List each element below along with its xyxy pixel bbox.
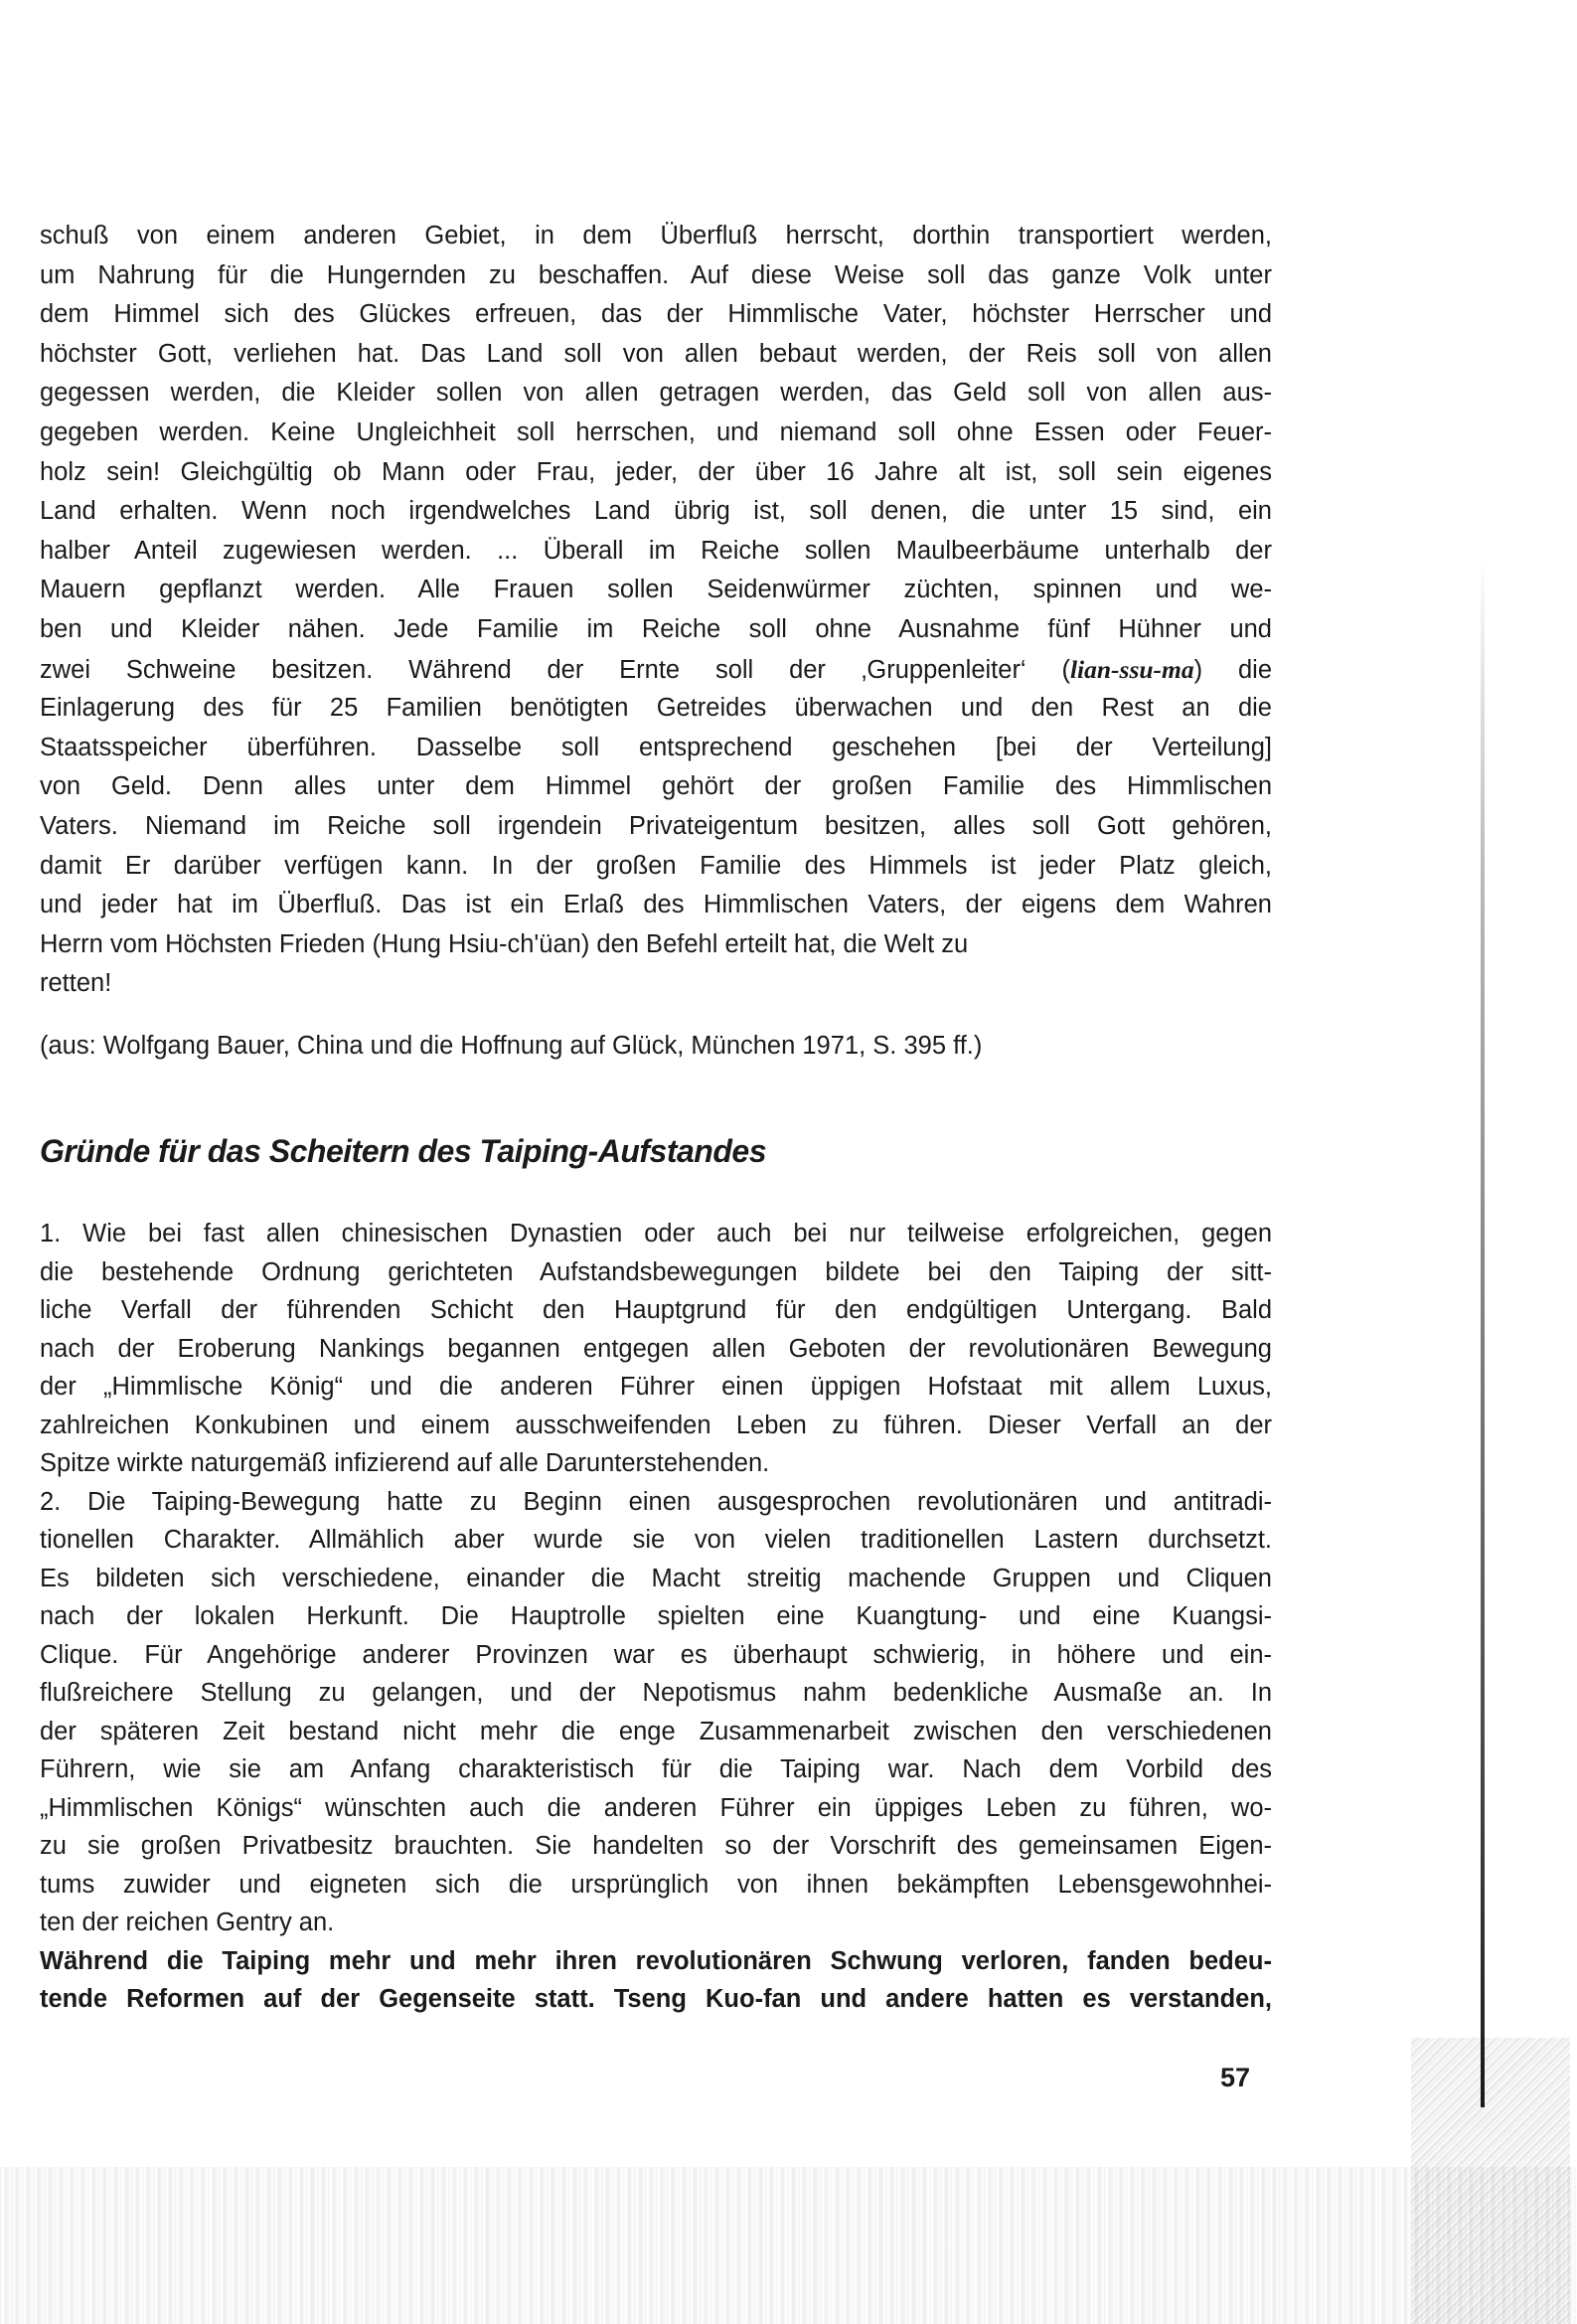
romanized-term: lian-ssu-ma [1069, 654, 1194, 684]
text-line: ten der reichen Gentry an. [40, 1909, 335, 1936]
text-line: schuß von einem anderen Gebiet, in dem Überfluß herrscht, dorthin transportiert werden, [40, 222, 1272, 249]
text-line: Herrn vom Höchsten Frieden (Hung Hsiu-ch'üan) den Befehl erteilt hat, die Welt zu [40, 929, 969, 958]
text-line: ben und Kleider nähen. Jede Familie im Reiche soll ohne Ausnahme fünf Hühner und [40, 614, 1272, 643]
text-line: Es bildeten sich verschiedene, einander die Macht streitig machende Gruppen und Cliquen [40, 1564, 1272, 1592]
text-line: Land erhalten. Wenn noch irgendwelches Land übrig ist, soll denen, die unter 15 sind, ein [40, 497, 1272, 526]
text-line: die bestehende Ordnung gerichteten Aufstandsbewegungen bildete bei den Taiping der sitt- [40, 1257, 1272, 1286]
text-line: 2. Die Taiping-Bewegung hatte zu Beginn einen ausgesprochen revolutionären und antitradi- [40, 1487, 1272, 1516]
text-line: Spitze wirkte naturgemäß infizierend auf alle Darunterstehenden. [40, 1449, 770, 1477]
text-line: retten! [40, 969, 112, 998]
text-line: nach der Eroberung Nankings begannen entgegen allen Geboten der revolutionären Bewegung [40, 1334, 1272, 1363]
text-line: „Himmlischen Königs“ wünschten auch die anderen Führer ein üppiges Leben zu führen, wo- [40, 1793, 1272, 1822]
scan-noise-corner [1411, 2038, 1570, 2324]
text-line: Einlagerung des für 25 Familien benötigten Getreides überwachen und den Rest an die [40, 694, 1272, 723]
text-line: Führern, wie sie am Anfang charakteristisch für die Taiping war. Nach dem Vorbild des [40, 1755, 1272, 1783]
text-line: flußreichere Stellung zu gelangen, und der Nepotismus nahm bedenkliche Ausmaße an. In [40, 1679, 1272, 1707]
scan-margin-artifact [1481, 557, 1485, 2107]
text-line: gegessen werden, die Kleider sollen von allen getragen werden, das Geld soll von allen aus- [40, 379, 1272, 408]
text-line: der späteren Zeit bestand nicht mehr die enge Zusammenarbeit zwischen den verschiedenen [40, 1717, 1272, 1745]
text-line: von Geld. Denn alles unter dem Himmel gehört der großen Familie des Himmlischen [40, 772, 1272, 801]
text-line: damit Er darüber verfügen kann. In der großen Familie des Himmels ist jeder Platz gleich, [40, 851, 1272, 880]
text-line: 1. Wie bei fast allen chinesischen Dynastien oder auch bei nur teilweise erfolgreichen, gegen [40, 1220, 1272, 1247]
text-line: höchster Gott, verliehen hat. Das Land soll von allen bebaut werden, der Reis soll von allen [40, 339, 1272, 368]
text-line: Clique. Für Angehörige anderer Provinzen war es überhaupt schwierig, in höhere und ein- [40, 1640, 1272, 1669]
text-line: liche Verfall der führenden Schicht den Hauptgrund für den endgültigen Untergang. Bald [40, 1296, 1272, 1324]
text-line: gegeben werden. Keine Ungleichheit soll herrschen, und niemand soll ohne Essen oder Feuer- [40, 417, 1272, 446]
text-line: zahlreichen Konkubinen und einem ausschweifenden Leben zu führen. Dieser Verfall an der [40, 1411, 1272, 1439]
text-line: der „Himmlische König“ und die anderen Führer einen üppigen Hofstaat mit allem Luxus, [40, 1373, 1272, 1401]
text-line: tionellen Charakter. Allmählich aber wurde sie von vielen traditionellen Lastern durchsetzt. [40, 1526, 1272, 1554]
text-line: Vaters. Niemand im Reiche soll irgendein Privateigentum besitzen, alles soll Gott gehören, [40, 811, 1272, 840]
text-line: zu sie großen Privatbesitz brauchten. Sie handelten so der Vorschrift des gemeinsamen Eigen- [40, 1832, 1272, 1860]
page-number: 57 [1220, 2063, 1251, 2092]
text-line: dem Himmel sich des Glückes erfreuen, das der Himmlische Vater, höchster Herrscher und [40, 300, 1272, 329]
section-heading: Gründe für das Scheitern des Taiping-Aufstandes [40, 1133, 766, 1169]
text-line: halber Anteil zugewiesen werden. ... Überall im Reiche sollen Maulbeerbäume unterhalb der [40, 536, 1272, 565]
scan-noise-bottom [0, 2167, 1577, 2324]
text-line: tende Reformen auf der Gegenseite statt. Tseng Kuo-fan und andere hatten es verstanden, [40, 1985, 1272, 2013]
reasons-block [40, 1215, 1272, 2019]
text-line-with-term [40, 650, 1272, 690]
text-line: tums zuwider und eigneten sich die ursprünglich von ihnen bekämpften Lebensgewohnhei- [40, 1870, 1272, 1899]
text-line: nach der lokalen Herkunft. Die Hauptrolle spielten eine Kuangtung- und eine Kuangsi- [40, 1602, 1272, 1630]
text-line: Staatsspeicher überführen. Dasselbe soll entsprechend geschehen [bei der Verteilung] [40, 733, 1272, 761]
text-line: holz sein! Gleichgültig ob Mann oder Frau, jeder, der über 16 Jahre alt ist, soll sein eigenes [40, 457, 1272, 486]
quote-block [40, 217, 1272, 1004]
text-segment: zwei Schweine besitzen. Während der Ernte soll der ‚Gruppenleiter‘ ( [40, 655, 1070, 684]
text-line: Während die Taiping mehr und mehr ihren revolutionären Schwung verloren, fanden bedeu- [40, 1946, 1272, 1975]
text-line: und jeder hat im Überfluß. Das ist ein Erlaß des Himmlischen Vaters, der eigens dem Wahren [40, 891, 1272, 919]
text-line: um Nahrung für die Hungernden zu beschaffen. Auf diese Weise soll das ganze Volk unter [40, 260, 1272, 289]
text-line: Mauern gepflanzt werden. Alle Frauen sollen Seidenwürmer züchten, spinnen und we- [40, 576, 1272, 604]
source-citation: (aus: Wolfgang Bauer, China und die Hoffnung auf Glück, München 1971, S. 395 ff.) [40, 1032, 983, 1060]
text-segment: ) die [1193, 655, 1272, 684]
